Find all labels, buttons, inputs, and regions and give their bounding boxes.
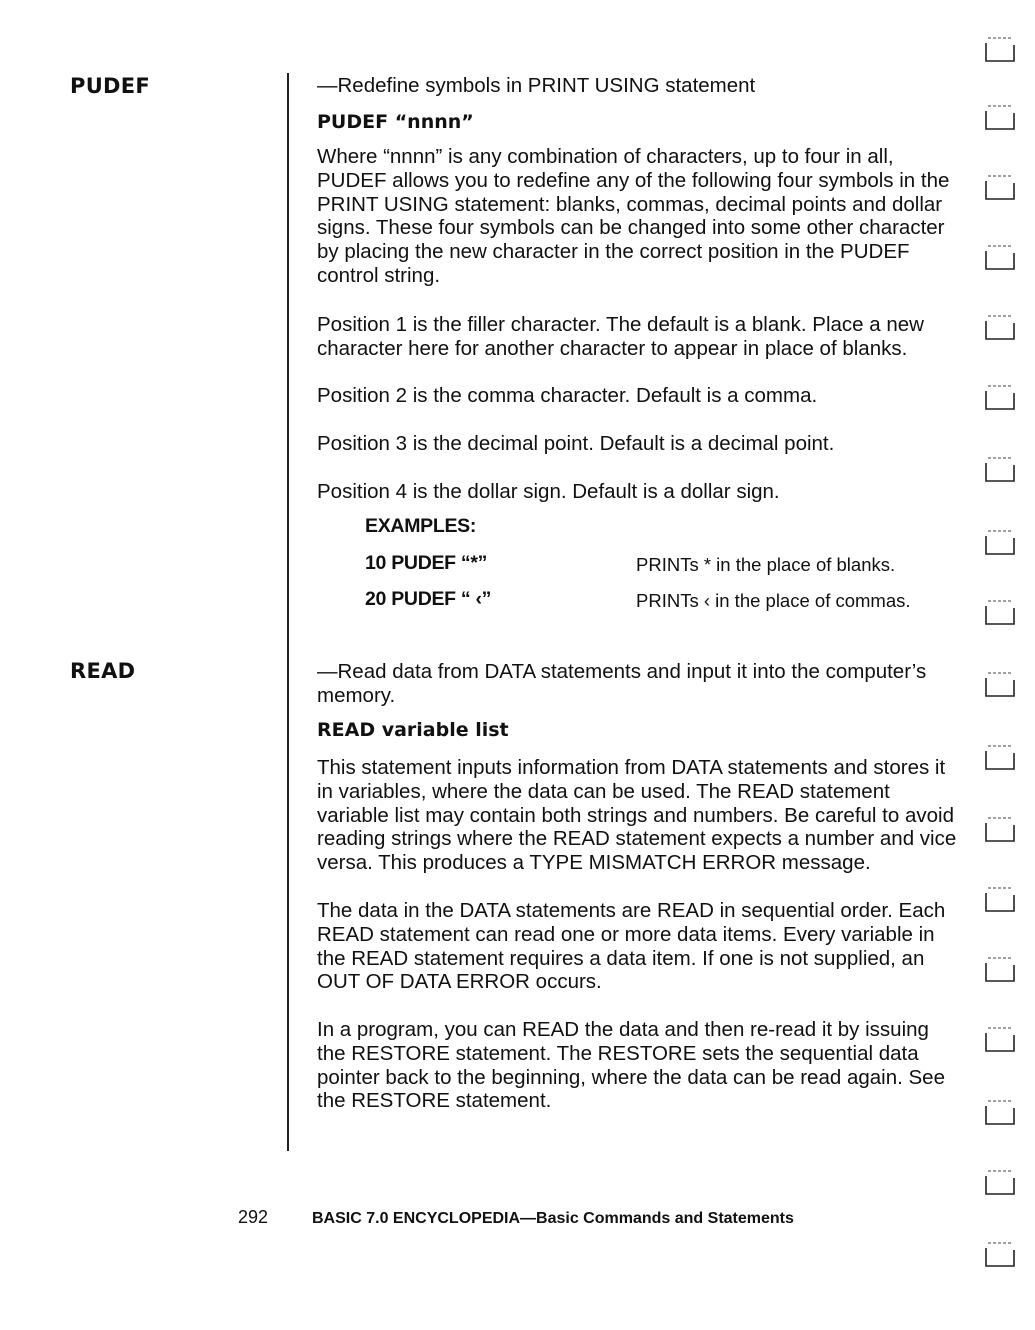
example-code: 10 PUDEF “*”	[365, 552, 488, 574]
read-lead-block	[317, 660, 957, 707]
binding-hole-icon	[982, 173, 1018, 203]
binding-hole-icon	[982, 1098, 1018, 1128]
binding-hole-icon	[982, 815, 1018, 845]
binding-hole-icon	[982, 955, 1018, 985]
pudef-lead: —Redefine symbols in PRINT USING statement	[317, 74, 756, 97]
pudef-syntax-block	[317, 110, 965, 134]
pudef-paragraph: Position 2 is the comma character. Default is a comma.	[317, 384, 818, 407]
example-description: PRINTs * in the place of blanks.	[636, 554, 896, 575]
examples-heading: EXAMPLES:	[365, 515, 477, 537]
read-syntax: READ variable list	[317, 719, 509, 741]
binding-hole-icon	[982, 743, 1018, 773]
read-paragraph: In a program, you can READ the data and then re-read it by issuing the RESTORE statement. The RESTORE sets the sequential data pointer back to the beginning, where the data can be read again. See the RESTORE statement.	[317, 1018, 945, 1113]
read-para-2	[317, 899, 957, 994]
example-description: PRINTs ‹ in the place of commas.	[636, 590, 911, 611]
pudef-para-4	[317, 432, 965, 456]
read-paragraph: This statement inputs information from DATA statements and stores it in variables, where the data can be used. The READ statement variable list may contain both strings and numbers. Be careful to avoid reading strings where the READ statement expects a number and vice versa. This produces a TYPE MISMATCH ERROR message.	[317, 756, 957, 875]
binding-hole-icon	[982, 1240, 1018, 1270]
binding-hole-icon	[982, 35, 1018, 65]
read-paragraph: The data in the DATA statements are READ in sequential order. Each READ statement can read one or more data items. Every variable in the READ statement requires a data item. If one is not supplied, an OUT OF DATA ERROR occurs.	[317, 899, 946, 994]
read-syntax-block	[317, 718, 965, 742]
binding-hole-icon	[982, 885, 1018, 915]
running-footer: BASIC 7.0 ENCYCLOPEDIA—Basic Commands and Statements	[312, 1210, 794, 1227]
pudef-paragraph: Position 1 is the filler character. The default is a blank. Place a new character here for another character to appear in place of blanks.	[317, 313, 924, 360]
pudef-para-1	[317, 145, 957, 288]
pudef-paragraph: Position 3 is the decimal point. Default is a decimal point.	[317, 432, 835, 455]
read-para-3	[317, 1018, 959, 1113]
column-divider	[287, 73, 289, 1151]
binding-hole-icon	[982, 1025, 1018, 1055]
pudef-paragraph: Position 4 is the dollar sign. Default is a dollar sign.	[317, 480, 780, 503]
binding-hole-icon	[982, 455, 1018, 485]
example-code: 20 PUDEF “ ‹”	[365, 588, 492, 610]
binding-hole-icon	[982, 383, 1018, 413]
binding-hole-icon	[982, 670, 1018, 700]
binding-hole-icon	[982, 103, 1018, 133]
pudef-syntax: PUDEF “nnnn”	[317, 111, 474, 133]
pudef-para-2	[317, 313, 947, 361]
read-heading: READ	[70, 659, 136, 683]
read-para-1	[317, 756, 957, 875]
binding-hole-icon	[982, 598, 1018, 628]
page-number: 292	[238, 1207, 269, 1227]
pudef-para-3	[317, 384, 965, 408]
read-lead: —Read data from DATA statements and input it into the computer’s memory.	[317, 660, 927, 707]
pudef-lead-block	[317, 74, 965, 98]
binding-hole-icon	[982, 243, 1018, 273]
pudef-para-5	[317, 480, 965, 504]
pudef-paragraph: Where “nnnn” is any combination of characters, up to four in all, PUDEF allows you to redefine any of the following four symbols in the PRINT USING statement: blanks, commas, decimal points and dollar signs. These four symbols can be changed into some other character by placing the new character in the correct position in the PUDEF control string.	[317, 145, 950, 287]
pudef-heading: PUDEF	[70, 74, 151, 98]
binding-hole-icon	[982, 313, 1018, 343]
binding-hole-icon	[982, 1168, 1018, 1198]
binding-hole-icon	[982, 528, 1018, 558]
